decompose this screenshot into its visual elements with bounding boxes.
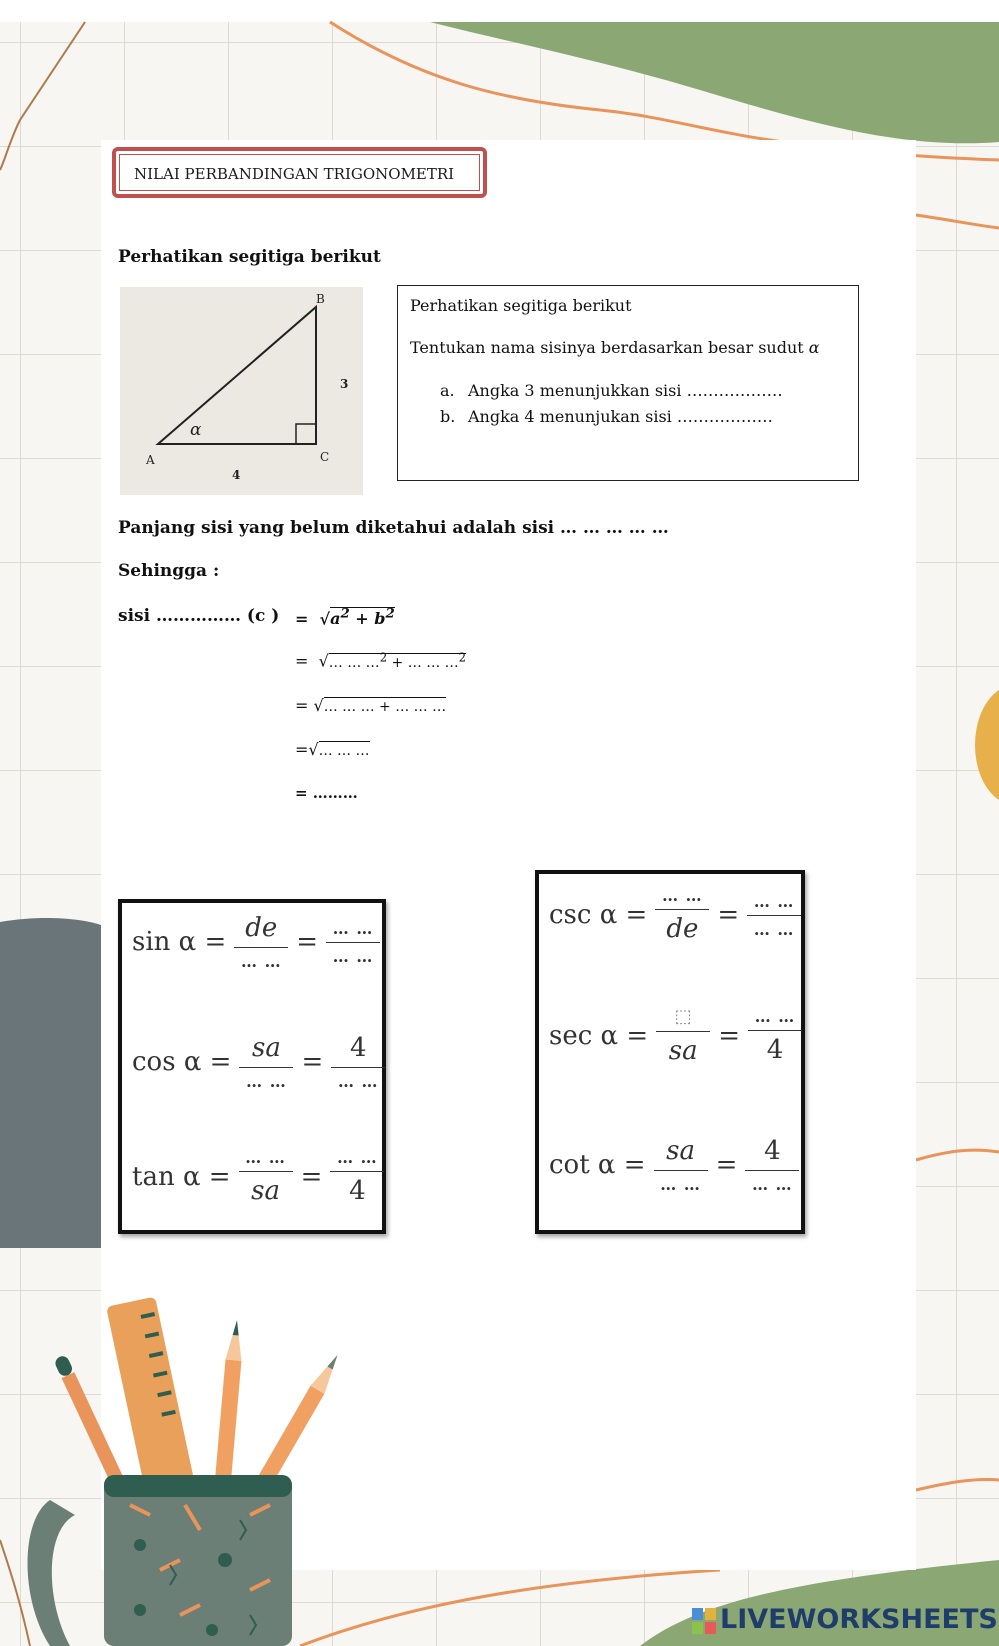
title-box (112, 147, 487, 198)
formula-box-left (118, 899, 386, 1234)
instruction-line-2: Tentukan nama sisinya berdasarkan besar sudut α (410, 338, 820, 357)
vertex-a-label: A (146, 453, 155, 467)
calc-step-2[interactable]: = √… … …$^2$ + … … …$^2$ (295, 650, 467, 671)
cos-formula[interactable]: cos α = $\frac{sa}{\dots \dots}$ = $\frac{4}{\dots \dots}$ (132, 1033, 393, 1091)
side-bc-label: 3 (340, 377, 349, 391)
vertex-c-label: C (320, 450, 330, 464)
sin-formula[interactable]: sin α = $\frac{de}{\dots \dots}$ = $\frac{\dots \dots}{\dots \dots}$ (132, 913, 388, 971)
calc-lhs[interactable]: sisi …………… (c ) (118, 606, 280, 626)
instruction-item-b[interactable]: b. Angka 4 menunjukan sisi ……………… (440, 407, 773, 426)
angle-label: α (190, 420, 202, 440)
instruction-item-a[interactable]: a. Angka 3 menunjukkan sisi ……………… (440, 381, 783, 400)
sec-formula[interactable]: sec α = $\frac{⬚}{sa}$ = $\frac{\dots \dots}{4}$ (549, 1006, 810, 1066)
instruction-line-1: Perhatikan segitiga berikut (410, 296, 632, 315)
unknown-side-question[interactable]: Panjang sisi yang belum diketahui adalah sisi … … … … … (118, 518, 669, 538)
csc-formula[interactable]: csc α = $\frac{\dots \dots}{de}$ = $\frac{\dots \dots}{\dots \dots}$ (549, 886, 809, 944)
formula-box-right (535, 870, 805, 1234)
calc-step-1: = $√a^2 + b^2$ (295, 606, 395, 629)
right-triangle-diagram (120, 287, 363, 495)
calc-step-4[interactable]: =√… … … (295, 740, 370, 759)
calc-step-3[interactable]: = √… … … + … … … (295, 696, 447, 715)
sehingga-label: Sehingga : (118, 561, 220, 581)
worksheet-title: NILAI PERBANDINGAN TRIGONOMETRI (134, 165, 455, 183)
liveworksheets-logo-icon (692, 1608, 716, 1634)
cot-formula[interactable]: cot α = $\frac{sa}{\dots \dots}$ = $\frac{4}{\dots \dots}$ (549, 1136, 807, 1194)
tan-formula[interactable]: tan α = $\frac{\dots \dots}{sa}$ = $\frac{\dots \dots}{4}$ (132, 1148, 392, 1206)
side-ac-label: 4 (232, 468, 241, 482)
instruction-box (397, 285, 859, 481)
liveworksheets-brand: LIVEWORKSHEETS (720, 1604, 998, 1635)
vertex-b-label: B (316, 292, 325, 306)
triangle-figure (120, 287, 363, 495)
calc-step-5[interactable]: = ……… (295, 784, 358, 802)
section-heading: Perhatikan segitiga berikut (118, 247, 381, 267)
